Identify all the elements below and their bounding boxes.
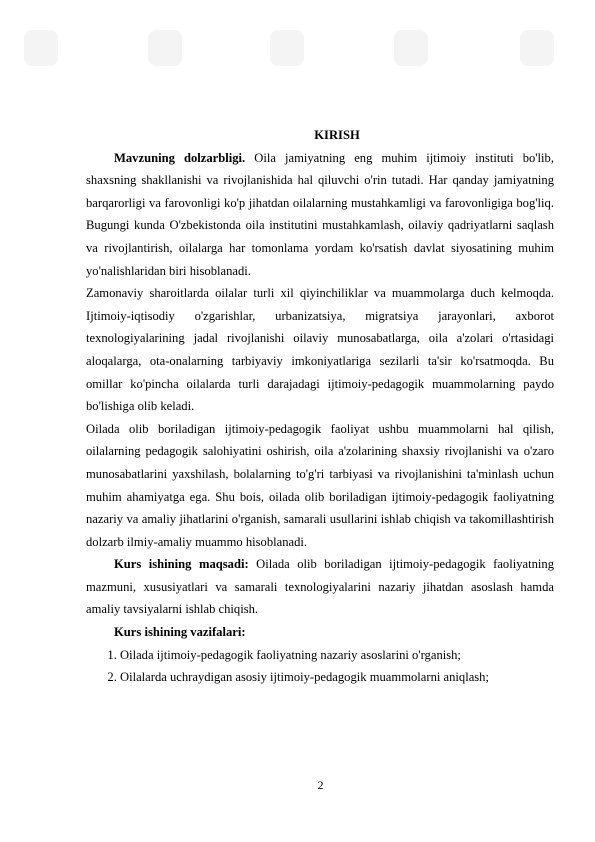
paragraph-lead: Mavzuning dolzarbligi.	[114, 150, 246, 165]
watermark-icon	[146, 28, 184, 68]
paragraph-text: Oilada olib boriladigan ijtimoiy-pedagogik faoliyatning mazmuni, xususiyatlari va samarali texnologiyalarini nazariy jihatdan asoslash hamda amaliy tavsiyalarni ishlab chiqish.	[86, 557, 554, 617]
list-item: 2. Oilalarda uchraydigan asosiy ijtimoiy-pedagogik muammolarni aniqlash;	[120, 666, 554, 689]
list-item: 1. Oilada ijtimoiy-pedagogik faoliyatning nazariy asoslarini o'rganish;	[120, 644, 554, 667]
watermark-icon	[392, 28, 430, 68]
paragraph-text: Oila jamiyatning eng muhim ijtimoiy instituti bo'lib, shaxsning shakllanishi va rivojlanishida hal qiluvchi o'rin tutadi. Har qanday jamiyatning barqarorligi va farovonligi ko'p jihatdan oilalarning mustahkamligi va farovonligiga bog'liq. Bugungi kunda O'zbekistonda oila institutini mustahkamlash, oilaviy qadriyatlarni saqlash va rivojlantirish, oilalarga har tomonlama yordam ko'rsatish davlat siyosatining muhim yo'nalishlaridan biri hisoblanadi.	[86, 150, 554, 278]
section-heading: KIRISH	[314, 128, 360, 142]
page-number: 2	[317, 778, 324, 792]
paragraph-relevance	[86, 147, 554, 283]
tasks-list	[86, 644, 554, 689]
watermark-icon	[518, 28, 556, 68]
watermark-icon	[268, 28, 306, 68]
paragraph-goal	[86, 553, 554, 621]
watermark-icon	[22, 28, 60, 68]
paragraph-activity: Oilada olib boriladigan ijtimoiy-pedagogik faoliyat ushbu muammolarni hal qilish, oilalarning pedagogik salohiyatini oshirish, oila a'zolarining shaxsiy rivojlanishi va o'zaro munosabatlarini yaxshilash, bolalarning to'g'ri tarbiyasi va rivojlanishini ta'minlash uchun muhim ahamiyatga ega. Shu bois, oilada olib boriladigan ijtimoiy-pedagogik faoliyatning nazariy va amaliy jihatlarini o'rganish, samarali usullarini ishlab chiqish va takomillashtirish dolzarb ilmiy-amaliy muammo hisoblanadi.	[86, 421, 554, 549]
document-body	[86, 124, 554, 689]
tasks-heading-text: Kurs ishining vazifalari:	[114, 625, 246, 640]
tasks-heading	[86, 621, 554, 644]
paragraph-lead: Kurs ishining maqsadi:	[114, 557, 249, 572]
paragraph-challenges: Zamonaviy sharoitlarda oilalar turli xil qiyinchiliklar va muammolarga duch kelmoqda. Ijtimoiy-iqtisodiy o'zgarishlar, urbanizatsiya, migratsiya jarayonlari, axborot texnologiyalarining jadal rivojlanishi oilaviy munosabatlarga, oila a'zolari o'rtasidagi aloqalarga, ota-onalarning tarbiyaviy imkoniyatlariga sezilarli ta'sir ko'rsatmoqda. Bu omillar ko'pincha oilalarda turli darajadagi ijtimoiy-pedagogik muammolarning paydo bo'lishiga olib keladi.	[86, 286, 554, 414]
